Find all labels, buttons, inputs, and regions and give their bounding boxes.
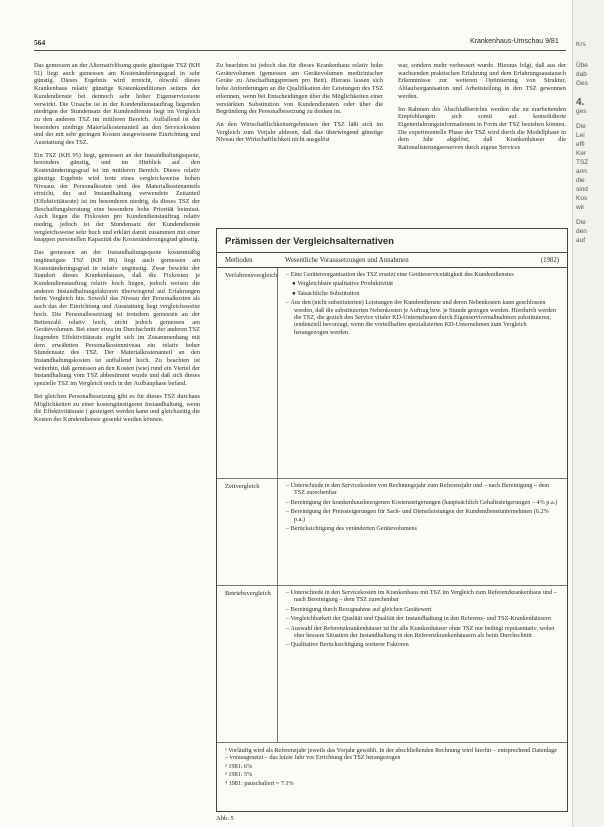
footnotes bbox=[217, 743, 567, 792]
adjacent-page-strip bbox=[572, 0, 604, 827]
strip-text: Krs bbox=[576, 41, 586, 48]
strip-text: Übe bbox=[576, 62, 588, 69]
premise-list bbox=[278, 586, 567, 742]
method-label: Zeitvergleich bbox=[217, 479, 278, 585]
premise-list bbox=[278, 479, 567, 585]
strip-text: Lei bbox=[576, 132, 585, 139]
strip-text: Die bbox=[576, 219, 586, 226]
paragraph: An den Wirtschaftlichkeitsergebnissen der TSZ läßt sich im Vergleich zum Vorjahr ablesen, daß das überwiegend günstige Niveau der Wirtschaftlichkeit nicht ausgelöst bbox=[216, 120, 383, 144]
middle-text-column bbox=[216, 62, 383, 222]
left-text-column bbox=[34, 62, 200, 822]
paragraph: Ein TSZ (KH 95) liegt, gemessen an der Instandhaltungsquote, besonders günstig, und im Hinblick auf den Kostenänderungsgrad ist im mittleren Bereich. Dieses relativ günstige Ergebnis wird trotz eines vergleichsweise hohen Niveaus der Personalkosten und des Materialkostenanteils erreicht, der auf Instandhaltung verwendete Zeitanteil (Effektivitätsrate) ist im besonderen niedrig, da dieses TSZ der Beschaffungsberatung eine besondere hohe Priorität beimisst. Auch liegen die Fixkosten pro Kundendienstauftrag relativ niedrig, jedoch ist der Stundensatz der Kundendienste vergleichsweise sehr hoch und erklärt damit zusammen mit einer knappen personellen Kapazität die Kostenänderungsgrad günstig. bbox=[34, 151, 200, 244]
table-row bbox=[217, 268, 567, 479]
list-item: – Bereinigung der krankenhausbezogenen Kostensteigerungen (hauptsächlich Gehaltssteigerungen – 4% p.a.) bbox=[286, 498, 558, 506]
strip-text: sind bbox=[576, 186, 588, 193]
list-item: – Vergleichbarkeit der Qualität und Qualität der Instandhaltung in den Referenz- und TSZ-Krankenhäusern bbox=[286, 615, 551, 623]
box-title: Prämissen der Vergleichsalternativen bbox=[217, 229, 567, 253]
list-item: – Aus den (nicht substituierten) Leistungen der Kundendienste und deren Nebenkosten kann geschlossen werden, daß die substituierten Nebenkosten je Auftrag bzw. je Stunde gezogen werden. Hierdurch werden die TSZ, die gezielt den Service vitaler KD-Unternehmen durch Eigenservicemaßnahmen substituieren, tendenziell bevorzugt, wenn die vorteilhaften spezialisierten KD-Unternehmen zum Vergleich herangezogen werden. bbox=[286, 299, 557, 336]
list-item: – Berücksichtigung des veränderten Gerätevolumens bbox=[286, 525, 417, 533]
strip-text: den bbox=[576, 228, 587, 235]
list-item: ● Vergleichbare qualitative Produktivität bbox=[292, 280, 393, 288]
strip-text: auf bbox=[576, 237, 586, 244]
paragraph: Bei gleichen Personalbesetzung gibt es für dieses TSZ durchaus Möglichkeiten zu einer kostengünstigeren Instandhaltung, wenn die Effektivitätsrate ( gesteigert werden kann und gleichzeitig die Kosten der Kundendienste gesenkt werden können. bbox=[34, 392, 200, 423]
list-item: – Qualitative Berücksichtigung weiterer Faktoren bbox=[286, 641, 409, 649]
strip-text: Kos bbox=[576, 195, 588, 202]
footnote: ² 1981: 6% bbox=[225, 762, 253, 770]
header-methods: Methoden bbox=[225, 257, 253, 264]
strip-text: Ker bbox=[576, 150, 587, 157]
strip-text: Ges bbox=[576, 80, 588, 87]
header-premises: Wesentliche Voraussetzungen und Annahmen bbox=[285, 257, 409, 264]
premise-list bbox=[278, 268, 567, 478]
strip-text: die bbox=[576, 177, 585, 184]
method-label: Verfahrensvergleich bbox=[217, 268, 278, 478]
header-rule bbox=[34, 50, 566, 51]
paragraph: Im Rahmen des Abschlußberichts werden die zu erarbeitenden Empfehlungen sich somit auf konsolidierte Eigenerfahrungsinformationen in Form der TSZ beziehen können. Die experimentelle Phase der TSZ wird durch die Modellphase in dem Jahr abgelöst, daß Krankenhäuser die Rationalisierungsreserven durch eigene Services bbox=[398, 105, 566, 152]
list-item: ● Tatsächliche Substitution bbox=[292, 289, 360, 297]
paragraph: Zu beachten ist jedoch das für dieses Krankenhaus relativ hohe Gerätevolumen (gemessen am Gerätevolumen medizinischer Geräte zu Anschaffungspreisen pro Bett). Hieraus lassen sich hohe Anforderungen an die Qualifikation der Leistungen des TSZ erkennen, wenn bei Entscheidungen über die Möglichkeiten einer verstärkten Substitution von Kundendiensten oder über die Begründung der Personalbesetzung zu denken ist. bbox=[216, 62, 383, 116]
strip-text: 4. bbox=[576, 97, 585, 108]
list-item: – Bereinigung durch Bezugnahme auf gleichen Gerätewert bbox=[286, 605, 432, 613]
list-item: – Eine Gerätereorganisation des TSZ ersetzt eine Geräteservicetätigkeit des Kundendienstes bbox=[286, 271, 514, 278]
list-item: – Bereinigung der Preissteigerungen für Sach- und Dienstleistungen der Kundendienstunternehmen (6.2% p.a.) bbox=[286, 508, 549, 523]
page-number: 564 bbox=[34, 38, 46, 47]
footnote: ³ 1981: 5% bbox=[225, 771, 253, 779]
list-item: – Unterschiede in den Servicekosten im Krankenhaus mit TSZ im Vergleich zum Referenzkrankenhaus und – nach Bereinigung – dem TSZ zurechenbar bbox=[286, 589, 557, 604]
strip-text: dab bbox=[576, 71, 587, 78]
running-header: Krankenhaus-Umschau 9/81 bbox=[470, 38, 559, 45]
table-header bbox=[217, 253, 567, 268]
table-row bbox=[217, 479, 567, 586]
paragraph: Das gemessen an der Alternativlösung quote günstigste TSZ (KH 51) liegt auch gemessen am Kostenänderungsgrad in sehr günstig. Dieses Ergebnis wird erreicht, obwohl dieses Krankenhaus relativ günstige Kostenkonditionen seitens der Kundendienste bei dennoch sehr hoher Eigenserviceuote verwirkt. Die Ursache ist in der Kundendienstauftrag liegenden niedrigen der Stundensatz der Kundendienste liegt im Vergleich zu den anderen TSZ im mittleren Bereich. Auffallend ist der besonders niedrige Materialkostenanteil an den Servicekosten und der mit sehr geringen Kosten ausgewiesene Einrichtung und Ausstattung des TSZ. bbox=[34, 62, 200, 147]
strip-text: effi bbox=[576, 141, 585, 148]
strip-text: Die bbox=[576, 123, 586, 130]
list-item: – Unterschiede in den Servicekosten von Rechnungsjahr zum Referenzjahr und – nach Bereinigung – dem TSZ zurechenbar bbox=[286, 482, 550, 497]
strip-text: TSZ bbox=[576, 159, 589, 166]
table-row bbox=[217, 586, 567, 743]
header-year: (1982) bbox=[540, 257, 559, 264]
premises-table-box bbox=[216, 228, 568, 812]
list-item: – Auswahl der Referenzkrankenhäuser ist für alle Krankenhäuser ohne TSZ nur bedingt repräsentativ, wobei eher bessere Situation der Instandhaltung in den Referenzkrankenhäusern als beim Durchschnitt bbox=[286, 624, 555, 640]
strip-text: ges bbox=[576, 108, 587, 115]
right-text-column bbox=[398, 62, 566, 222]
footnote: ¹ Vorläufig wird als Referenzjahr jeweils das Vorjahr gewählt. In der abschließenden Rechnung wird hierfür – entsprechend Datenlage – vorausgesetzt – das letzte Jahr vor Errichtung des TSZ herangezogen bbox=[225, 747, 557, 762]
strip-text: ann bbox=[576, 168, 587, 175]
paragraph: war, sondern mehr verbessert wurde. Hieraus folgt, daß aus der wachsenden praktischen Erfahrung und dem Erfahrungsaustausch Erkenntnisse zur weiteren Optimierung von Struktur, Ablaufsorganisation und Arbeitsteilung in den TSZ gewonnen werden. bbox=[398, 62, 566, 100]
method-label: Betriebsvergleich bbox=[217, 586, 278, 742]
paragraph: Das gemessen an der Instandhaltungsquote kostenmäßig ungünstigste TSZ (KH 86) liegt auch gemessen am Kostenänderungsgrad in relativ ungünstig. Zwar bewirkt der Standort dieses Krankenhauses, daß die Fixkosten je Kundendienstauftrag relativ hoch liegen, jedoch weisen die anderen Instandhaltungsfaktoren überwiegend auf Erfahrungen beim Vergleich hin. Sowohl das Niveau der Personalkosten als auch das der Einrichtung und Ausstattung liegt vergleichsweise hoch. Die Personalbesetzung ist trotzdem gemessen an der Bettenzahl relativ hoch, nicht jedoch gemessen am Gerätevolumen. Bei einer etwa im Durchschnitt der anderen TSZ liegenden Effektivitätsrate ergibt sich im Zusammenhang mit dem erwähnten Personalkostenniveau ein relativ hoher Stundensatz des TSZ. Der Materialkostenanteil an den Instandhaltungskosten ist auffallend hoch. Zu beachten ist weiterhin, daß gemessen an den Kosten (wie) rund ein Viertel der Instandhaltung vom TSZ abbestimmt wurde und daß sich dieses spezielle TSZ im Vergleich noch in der Aufbauphase befand. bbox=[34, 249, 200, 388]
figure-label: Abb. 5 bbox=[216, 815, 234, 822]
footnote: ⁴ 1981: pauschaliert = 7.1% bbox=[225, 779, 294, 787]
strip-text: wir bbox=[576, 204, 585, 211]
